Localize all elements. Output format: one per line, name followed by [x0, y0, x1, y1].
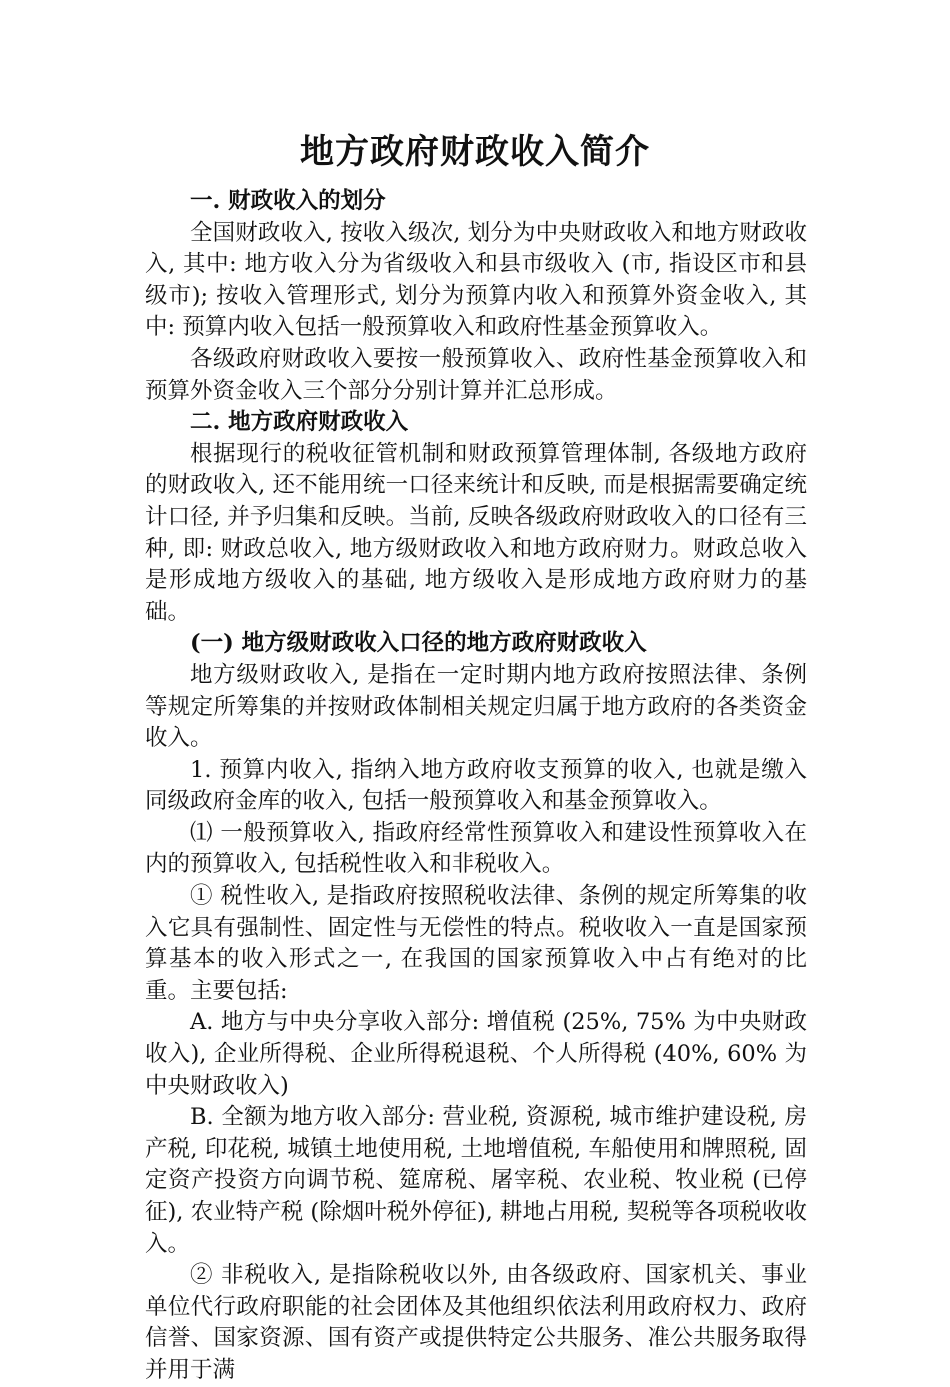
paragraph: 全国财政收入, 按收入级次, 划分为中央财政收入和地方财政收入, 其中: 地方收入分为省级收入和县市级收入 (市, 指设区市和县级市); 按收入管理形式, 划分为预算内收入和预算外资金收入, 其中: 预算内收入包括一般预算收入和政府性基金预算收入。 — [145, 219, 807, 341]
paragraph: 地方级财政收入, 是指在一定时期内地方政府按照法律、条例等规定所筹集的并按财政体制相关规定归属于地方政府的各类资金收入。 — [145, 661, 807, 752]
section-heading: 一. 财政收入的划分 — [190, 188, 386, 214]
section-heading: 二. 地方政府财政收入 — [190, 409, 409, 436]
document-title: 地方政府财政收入简介 — [300, 132, 650, 172]
paragraph: ② 非税收入, 是指除税收以外, 由各级政府、国家机关、事业单位代行政府职能的社会团体及其他组织依法利用政府权力、政府信誉、国家资源、国有资产或提供特定公共服务、准公共服务取得并用于满 — [145, 1262, 807, 1383]
paragraph: ⑴ 一般预算收入, 指政府经常性预算收入和建设性预算收入在内的预算收入, 包括税性收入和非税收入。 — [145, 819, 807, 878]
document-body — [145, 186, 807, 1387]
paragraph: 1. 预算内收入, 指纳入地方政府收支预算的收入, 也就是缴入同级政府金库的收入, 包括一般预算收入和基金预算收入。 — [145, 756, 807, 815]
paragraph: ① 税性收入, 是指政府按照税收法律、条例的规定所筹集的收入它具有强制性、固定性与无偿性的特点。税收收入一直是国家预算基本的收入形式之一, 在我国的国家预算收入中占有绝对的比重。主要包括: — [145, 883, 807, 1004]
paragraph: 各级政府财政收入要按一般预算收入、政府性基金预算收入和预算外资金收入三个部分分别计算并汇总形成。 — [145, 345, 807, 404]
paragraph: A. 地方与中央分享收入部分: 增值税 (25%, 75% 为中央财政收入), 企业所得税、企业所得税退税、个人所得税 (40%, 60% 为中央财政收入) — [145, 1009, 807, 1099]
paragraph: B. 全额为地方收入部分: 营业税, 资源税, 城市维护建设税, 房产税, 印花税, 城镇土地使用税, 土地增值税, 车船使用和牌照税, 固定资产投资方向调节税、筵席税、屠宰税、农业税、牧业税 (已停征), 农业特产税 (除烟叶税外停征), 耕地占用税, 契税等各项税收收入。 — [145, 1104, 807, 1257]
paragraph: 根据现行的税收征管机制和财政预算管理体制, 各级地方政府的财政收入, 还不能用统一口径来统计和反映, 而是根据需要确定统计口径, 并予归集和反映。当前, 反映各级政府财政收入的口径有三种, 即: 财政总收入, 地方级财政收入和地方政府财力。财政总收入是形成地方级收入的基础, 地方级收入是形成地方政府财力的基础。 — [145, 440, 807, 625]
subsection-heading: (一) 地方级财政收入口径的地方政府财政收入 — [190, 630, 647, 657]
